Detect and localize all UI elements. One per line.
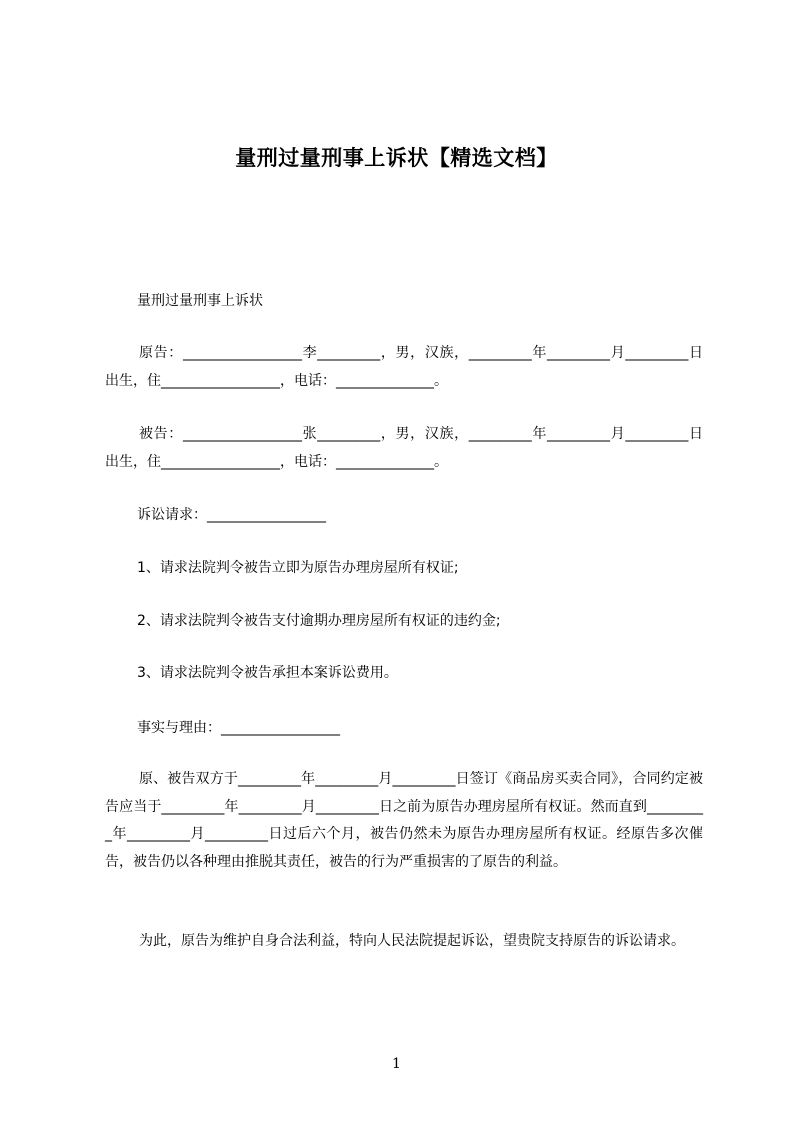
- conclusion-paragraph: 为此，原告为维护自身合法利益，特向人民法院提起诉讼，望贵院支持原告的诉讼请求。: [139, 933, 685, 949]
- document-subtitle: 量刑过量刑事上诉状: [137, 293, 263, 309]
- facts-body: 原、被告双方于_________年_________月_________日签订《商品房买卖合同》，合同约定被告应当于_________年_________月_________日之前为原告办理房屋所有权证。然而直到_________年_________月_________日过后六个月，被告仍然未为原告办理房屋所有权证。经原告多次催告，被告仍以各种理由推脱其责任，被告的行为严重损害的了原告的利益。: [105, 771, 703, 870]
- claim-item-1: 1、请求法院判令被告立即为原告办理房屋所有权证;: [137, 560, 459, 576]
- document-title: 量刑过量刑事上诉状【精选文档】: [235, 146, 558, 170]
- page-number: 1: [392, 1056, 401, 1072]
- facts-heading: 事实与理由：_________________: [137, 720, 340, 736]
- claim-item-3: 3、请求法院判令被告承担本案诉讼费用。: [137, 665, 398, 681]
- claim-item-2: 2、请求法院判令被告支付逾期办理房屋所有权证的违约金;: [137, 613, 501, 629]
- plaintiff-info: 原告：_________________李_________，男，汉族，_________年_________月_________日出生，住_________________，电话：______________。: [105, 345, 703, 389]
- claims-heading: 诉讼请求：_________________: [137, 507, 326, 523]
- defendant-info: 被告：_________________张_________，男，汉族，_________年_________月_________日出生，住_________________，电话：______________。: [105, 426, 703, 470]
